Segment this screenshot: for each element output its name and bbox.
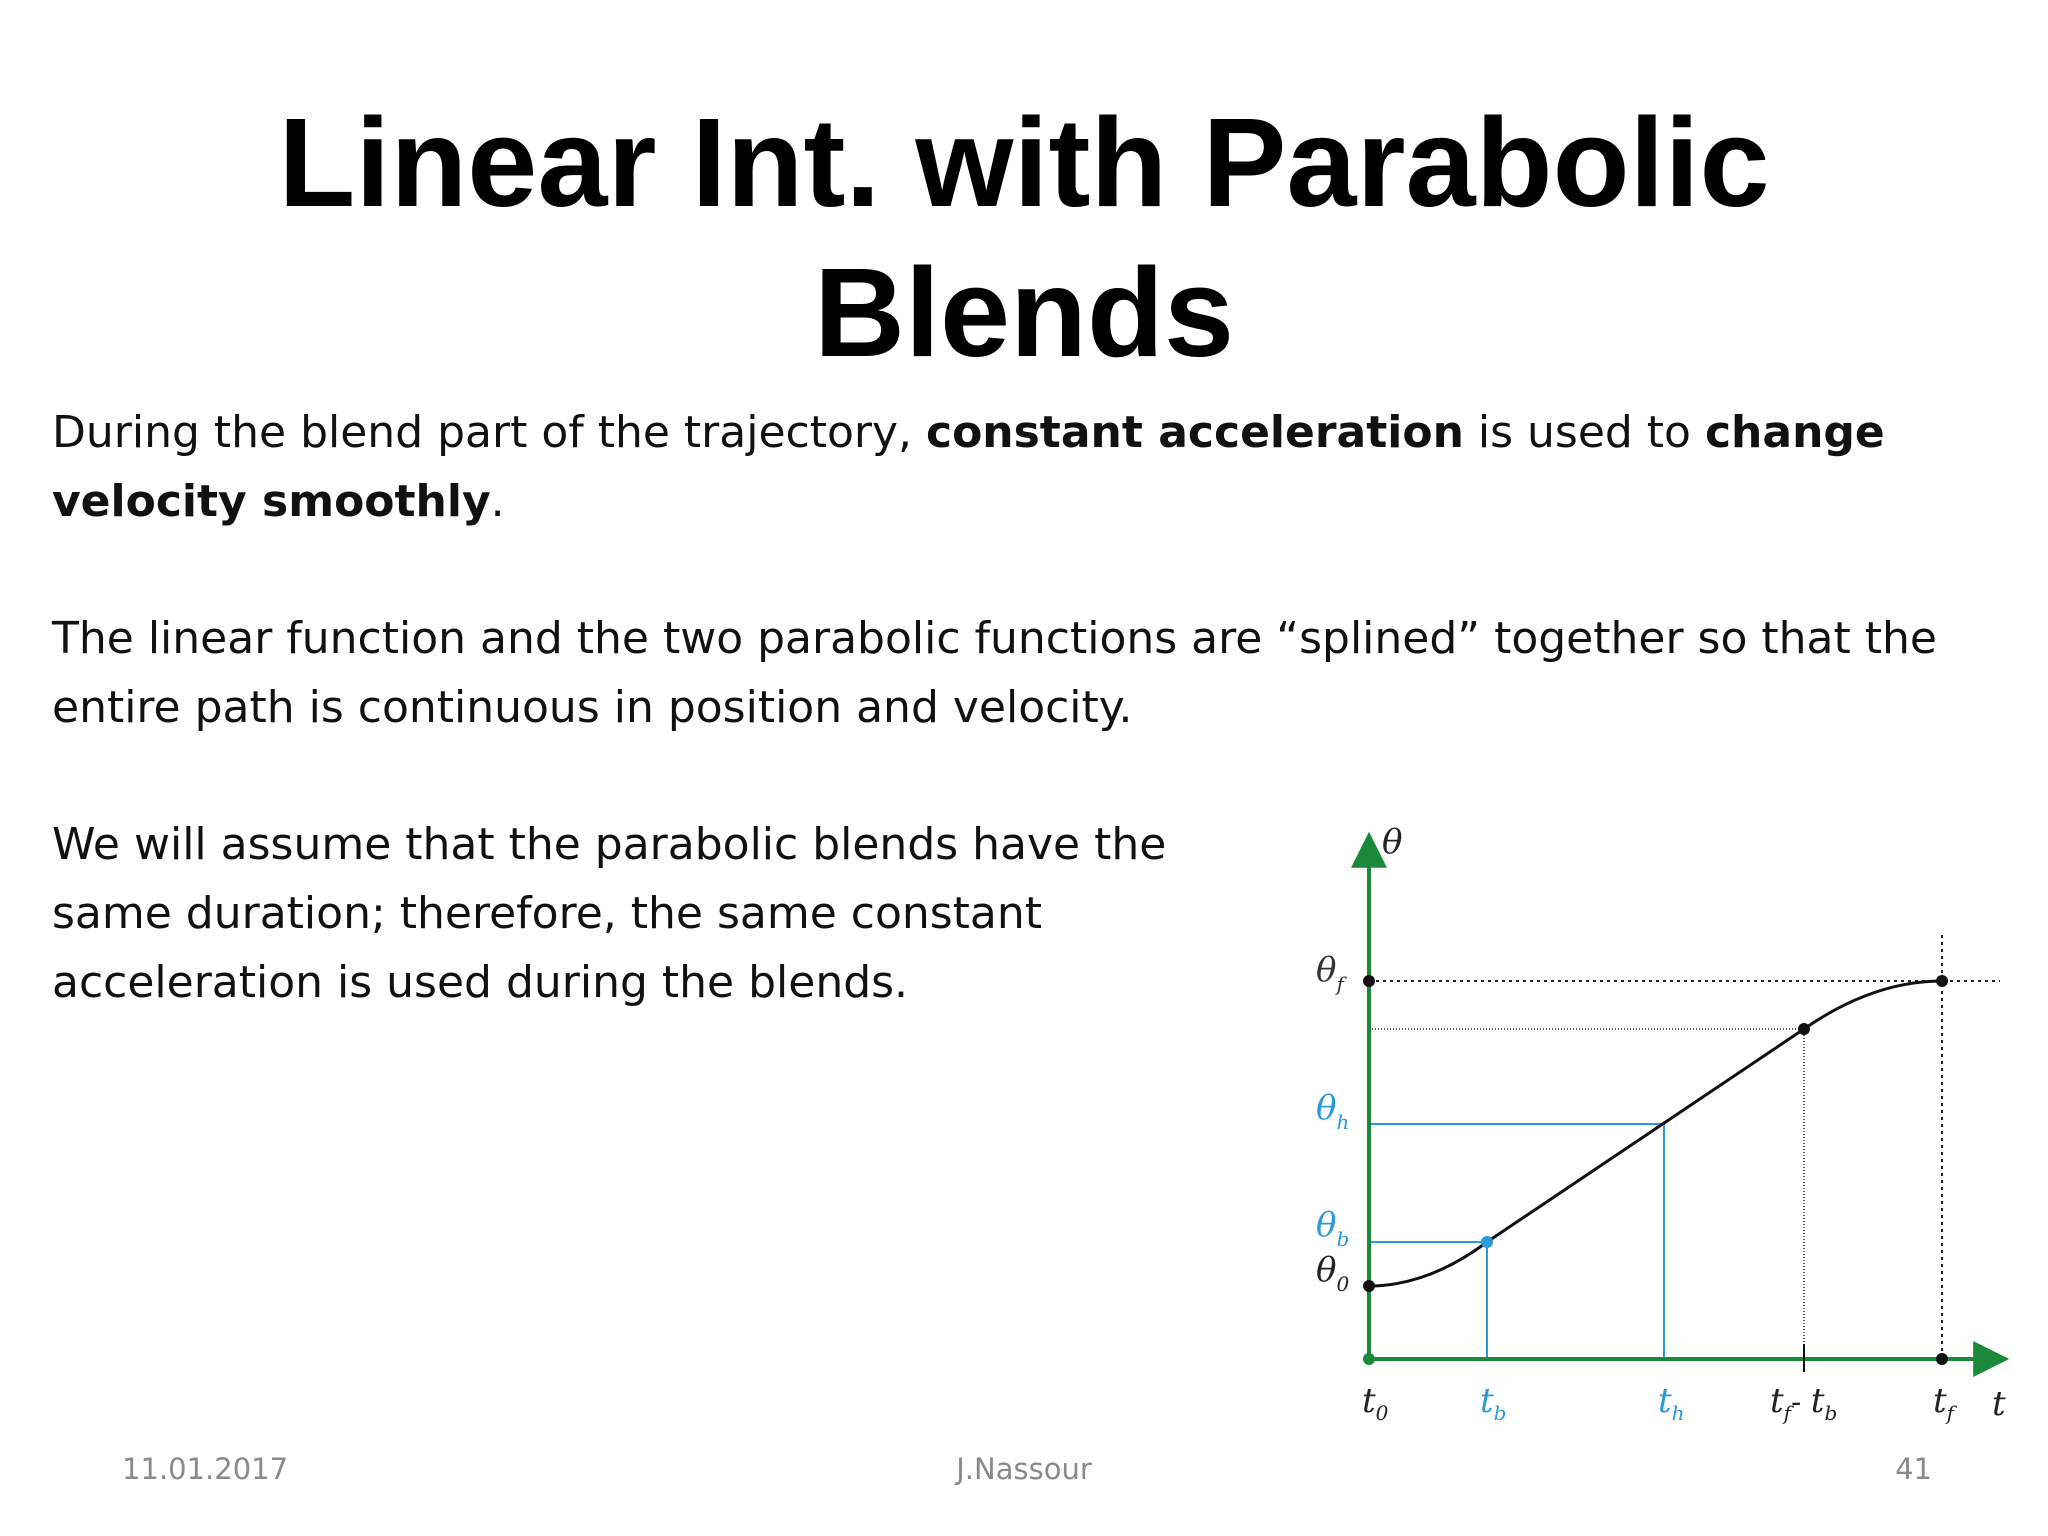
theta-f-label: $\theta_f$ <box>1316 950 1344 996</box>
trajectory-diagram <box>1300 815 2020 1435</box>
paragraph-splined: The linear function and the two parabolic functions are “splined” together so that the entire path is continuous in position and velocity. <box>52 613 1937 733</box>
tf-minus-tb-label: $t_f-$ $t_b$ <box>1770 1381 1838 1425</box>
footer-page-number: 41 <box>1895 1452 1932 1486</box>
tf-axis-point <box>1936 1353 1948 1365</box>
p1-text-2: is used to <box>1463 407 1705 458</box>
p1-bold-change-velocity: change velocity smoothly <box>52 407 1885 527</box>
t0-label: $t_0$ <box>1362 1381 1389 1425</box>
paragraph-blend <box>52 398 2012 536</box>
footer-author: J.Nassour <box>956 1452 1092 1486</box>
theta-b-label: $\theta_b$ <box>1316 1205 1350 1251</box>
origin-point <box>1363 1353 1375 1365</box>
title-line-2: Blends <box>813 242 1235 383</box>
theta0-point <box>1363 1280 1375 1292</box>
p1-bold-constant-acceleration: constant acceleration <box>925 407 1464 458</box>
p1-text-3: . <box>490 476 505 527</box>
trajectory-curve <box>1369 981 1942 1286</box>
footer-date: 11.01.2017 <box>122 1452 289 1486</box>
p1-text-1: During the blend part of the trajectory, <box>52 407 926 458</box>
paragraph-assumption: We will assume that the parabolic blends have the same duration; therefore, the same constant acceleration is used during the blends. <box>52 819 1167 1008</box>
blend-end-point <box>1798 1023 1810 1035</box>
theta-0-label: $\theta_0$ <box>1316 1250 1350 1296</box>
x-axis-label: t <box>1992 1384 2006 1424</box>
tf-label: $t_f$ <box>1933 1381 1955 1425</box>
title-line-1: Linear Int. with Parabolic <box>278 92 1770 233</box>
slide-title <box>0 88 2048 388</box>
th-label: $t_h$ <box>1658 1381 1685 1425</box>
blend-start-point <box>1481 1236 1493 1248</box>
final-point <box>1936 975 1948 987</box>
thetaf-point <box>1363 975 1375 987</box>
y-axis-label: θ <box>1382 822 1403 862</box>
theta-h-label: $\theta_h$ <box>1316 1088 1350 1134</box>
tb-label: $t_b$ <box>1480 1381 1507 1425</box>
